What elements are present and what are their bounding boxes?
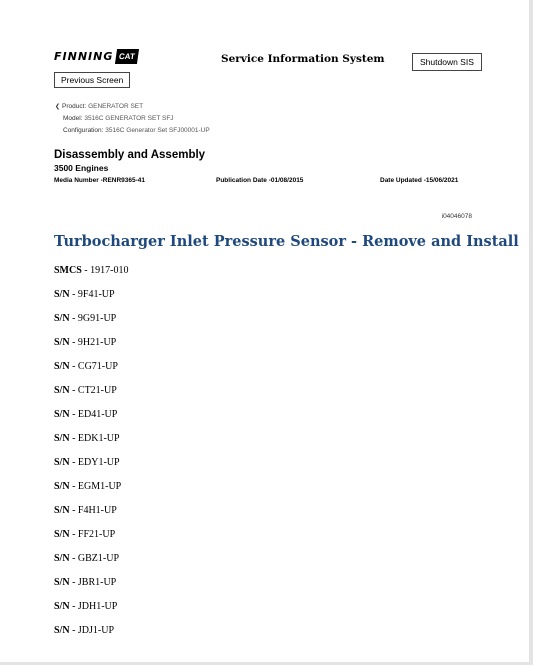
serial-row (54, 601, 117, 612)
serial-value: - 9F41-UP (69, 289, 115, 300)
sn-label: S/N (54, 529, 70, 540)
serial-value: - EDY1-UP (69, 457, 120, 468)
serial-value: - EGM1-UP (69, 481, 122, 492)
model-line (63, 115, 174, 123)
serial-value: - ED41-UP (69, 409, 118, 420)
serial-row (54, 625, 114, 636)
sn-label: S/N (54, 625, 70, 636)
serial-row (54, 577, 116, 588)
smcs-row (54, 265, 128, 276)
sn-label: S/N (54, 289, 70, 300)
sn-label: S/N (54, 433, 70, 444)
serial-value: - CG71-UP (69, 361, 118, 372)
serial-row (54, 481, 121, 492)
serial-value: - JDJ1-UP (69, 625, 115, 636)
shutdown-sis-button[interactable]: Shutdown SIS (412, 53, 482, 71)
serial-row (54, 361, 118, 372)
main-title: Turbocharger Inlet Pressure Sensor - Remove and Install (54, 233, 519, 250)
model-label: Model: (63, 115, 83, 122)
serial-value: - GBZ1-UP (69, 553, 120, 564)
document-title: Disassembly and Assembly (54, 149, 206, 161)
serial-value: - EDK1-UP (69, 433, 120, 444)
serial-value: - JBR1-UP (69, 577, 117, 588)
product-value: GENERATOR SET (88, 103, 144, 110)
serial-row (54, 409, 117, 420)
sn-label: S/N (54, 553, 70, 564)
sn-label: S/N (54, 385, 70, 396)
previous-screen-button[interactable]: Previous Screen (54, 72, 130, 88)
configuration-line (63, 127, 210, 135)
media-number: Media Number -RENR9365-41 (54, 177, 146, 184)
serial-row (54, 553, 119, 564)
sn-label: S/N (54, 337, 70, 348)
serial-value: - 9G91-UP (69, 313, 117, 324)
serial-row (54, 337, 116, 348)
sn-label: S/N (54, 601, 70, 612)
finning-cat-logo (54, 49, 138, 64)
serial-value: - JDH1-UP (69, 601, 118, 612)
document-subtitle: 3500 Engines (54, 163, 109, 173)
serial-row (54, 457, 120, 468)
configuration-label: Configuration: (63, 127, 104, 134)
serial-value: - CT21-UP (69, 385, 117, 396)
serial-row (54, 385, 117, 396)
serial-row (54, 505, 117, 516)
sn-label: S/N (54, 481, 70, 492)
document-id: i04046078 (441, 213, 472, 220)
serial-value: - F4H1-UP (69, 505, 117, 516)
serial-value: - 9H21-UP (69, 337, 117, 348)
product-label: Product: (62, 103, 87, 110)
sn-label: S/N (54, 457, 70, 468)
smcs-label: SMCS (54, 265, 82, 276)
product-line[interactable] (55, 103, 143, 111)
publication-date: Publication Date -01/08/2015 (216, 177, 304, 184)
serial-row (54, 313, 116, 324)
sn-label: S/N (54, 361, 70, 372)
serial-row (54, 529, 115, 540)
serial-value: - FF21-UP (69, 529, 116, 540)
serial-row (54, 289, 115, 300)
sis-title: Service Information System (221, 53, 385, 65)
serial-row (54, 433, 120, 444)
sn-label: S/N (54, 505, 70, 516)
back-arrow-icon: ❮ (55, 104, 61, 110)
configuration-value: 3516C Generator Set SFJ00001-UP (105, 127, 210, 134)
date-updated: Date Updated -15/06/2021 (380, 177, 459, 184)
page-edge-right (529, 0, 533, 665)
sn-label: S/N (54, 577, 70, 588)
logo-wordmark: FINNING (54, 50, 114, 63)
sn-label: S/N (54, 313, 70, 324)
sn-label: S/N (54, 409, 70, 420)
model-value: 3516C GENERATOR SET SFJ (84, 115, 174, 122)
cat-badge: CAT (115, 49, 139, 64)
smcs-value: - 1917-010 (81, 265, 129, 276)
